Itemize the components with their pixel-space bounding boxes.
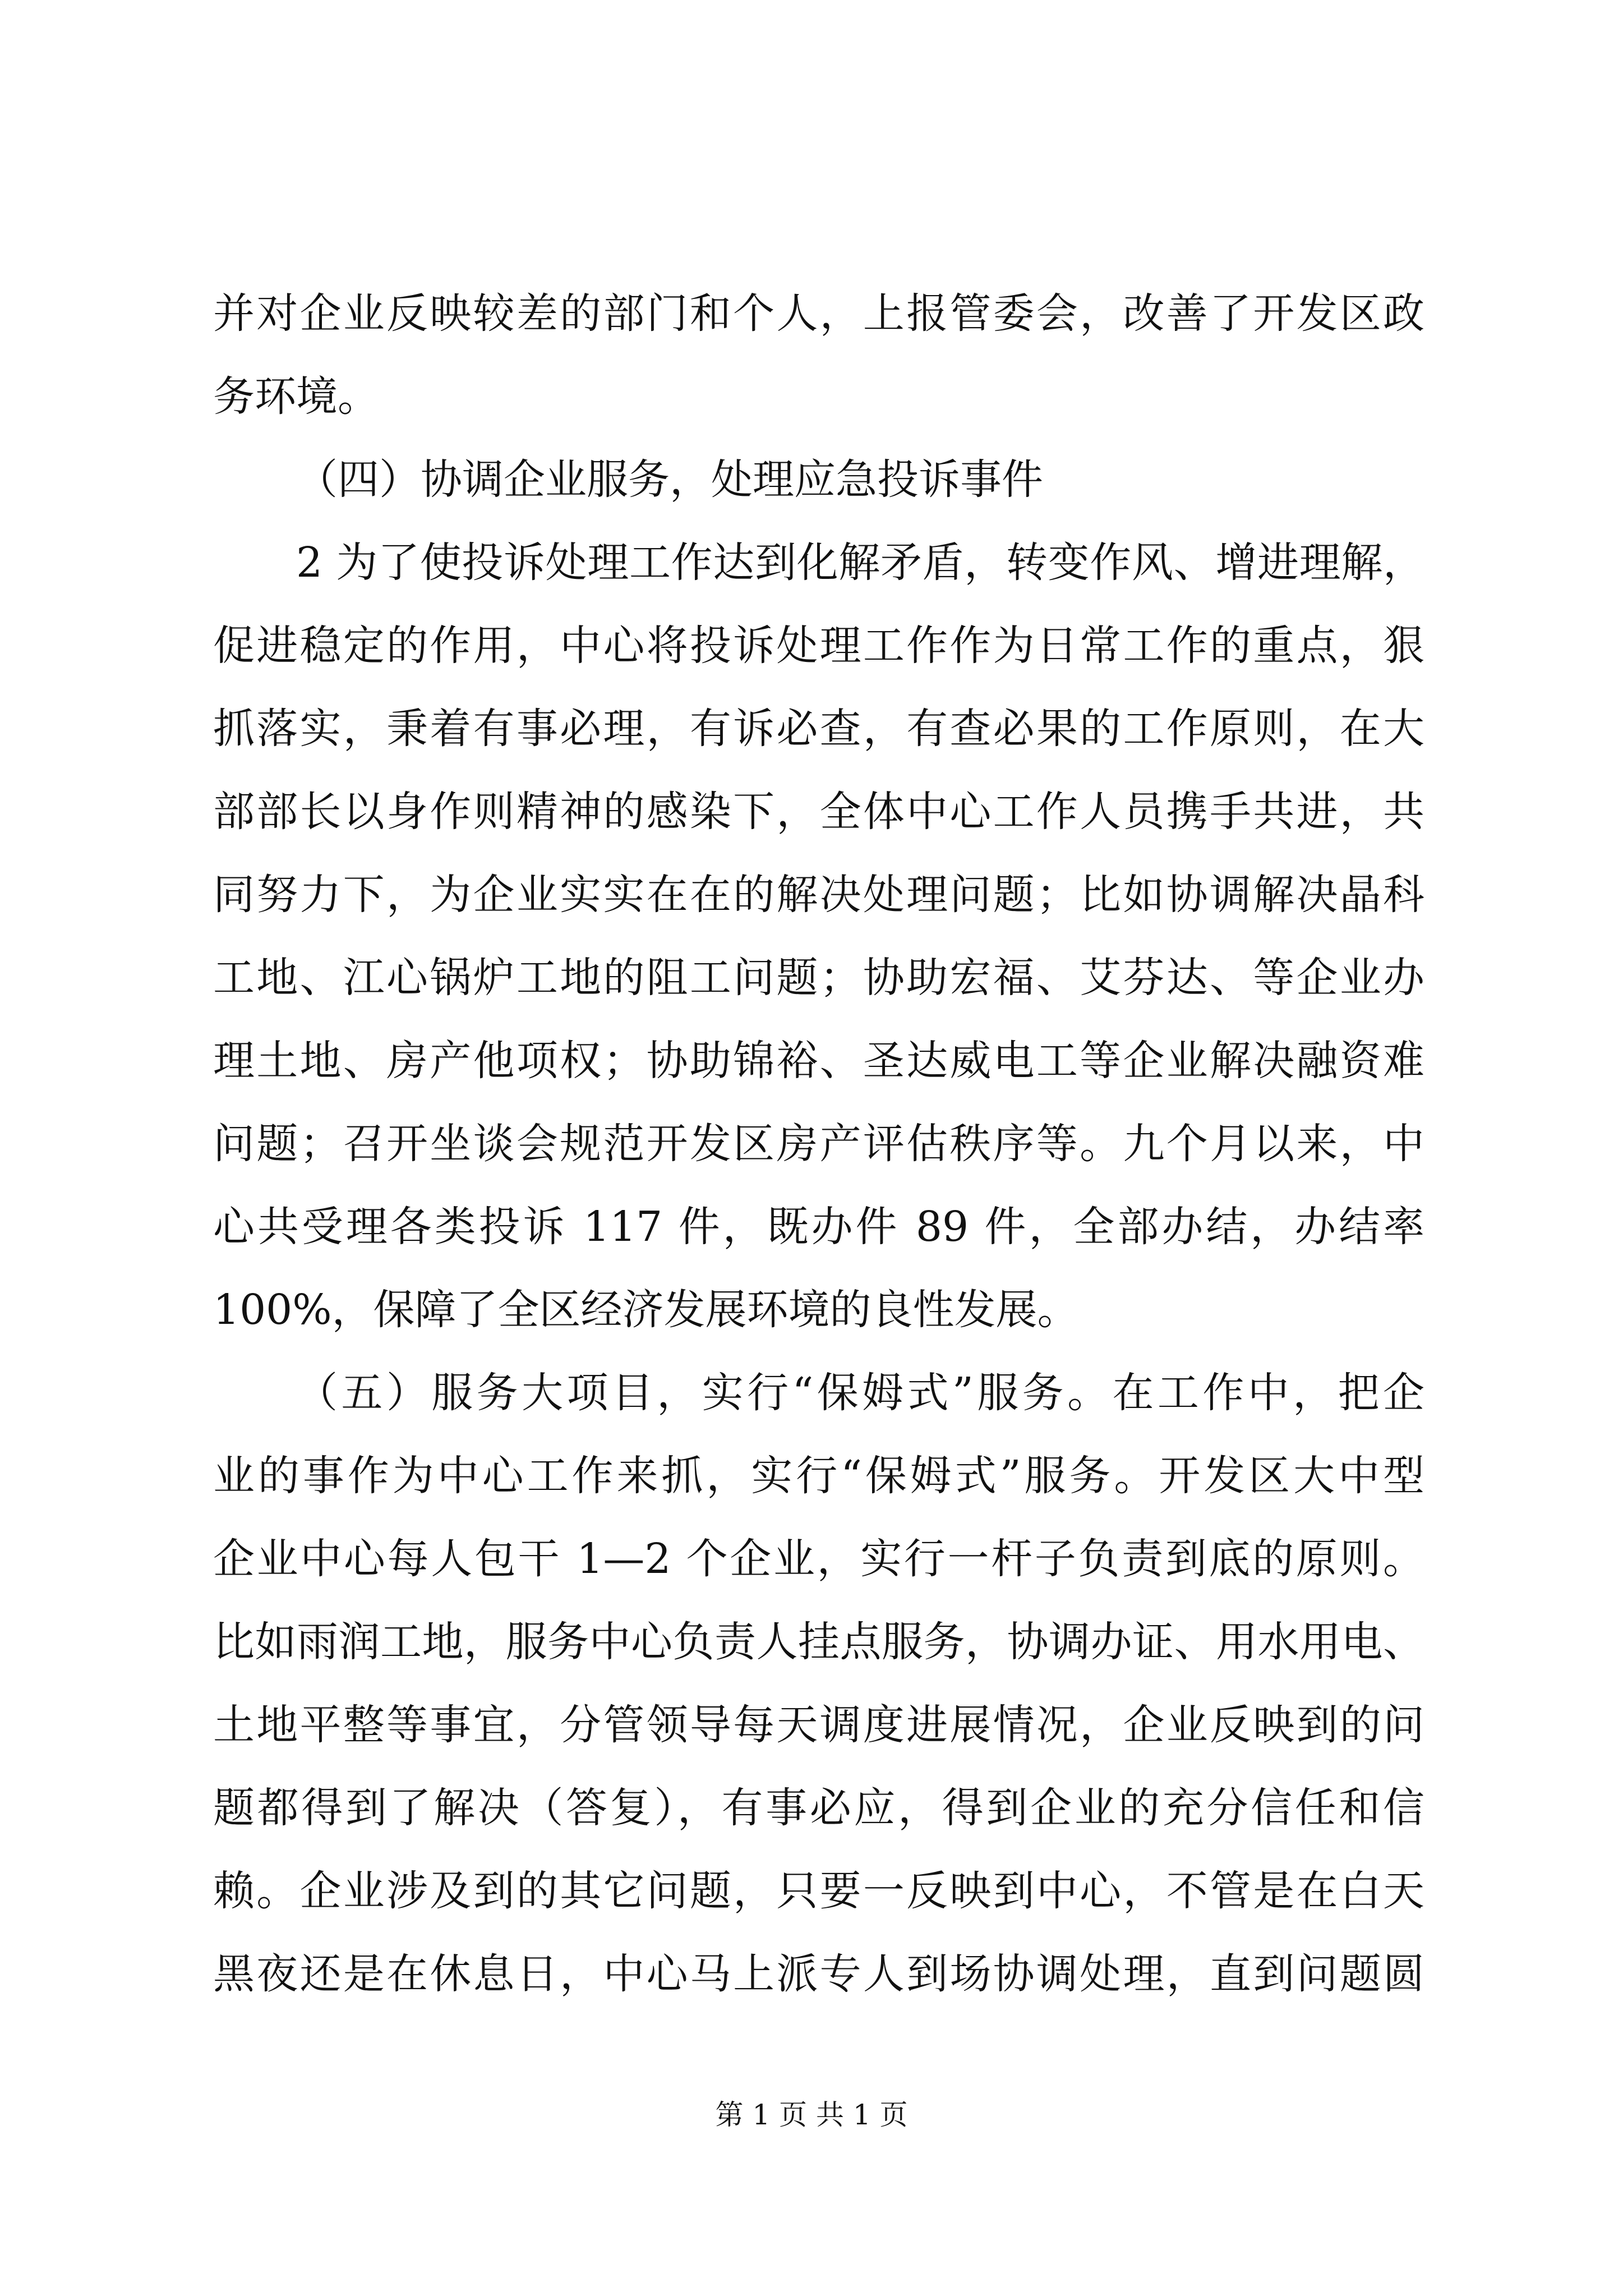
section-heading-four: （四）协调企业服务，处理应急投诉事件	[296, 455, 1043, 504]
text-line-9: 工地、江心锅炉工地的阻工问题；协助宏福、艾芬达、等企业办	[213, 954, 1424, 1002]
text-line-5: 促进稳定的作用，中心将投诉处理工作作为日常工作的重点，狠	[213, 622, 1424, 670]
text-line-1: 并对企业反映较差的部门和个人，上报管委会，改善了开发区政	[213, 289, 1424, 338]
section-heading-five: （五）服务大项目，实行“保姆式”服务。在工作中，把企	[296, 1369, 1424, 1417]
text-line-20: 赖。企业涉及到的其它问题，只要一反映到中心，不管是在白天	[213, 1867, 1424, 1915]
text-line-12: 心共受理各类投诉 117 件，既办件 89 件，全部办结，办结率	[213, 1203, 1424, 1251]
page-footer: 第 1 页 共 1 页	[715, 2099, 908, 2131]
text-line-13: 100%，保障了全区经济发展环境的良性发展。	[213, 1286, 1079, 1334]
text-line-11: 问题；召开坐谈会规范开发区房产评估秩序等。九个月以来，中	[213, 1120, 1424, 1168]
text-line-8: 同努力下，为企业实实在在的解决处理问题；比如协调解决晶科	[213, 871, 1424, 919]
text-line-4: 2 为了使投诉处理工作达到化解矛盾，转变作风、增进理解，	[296, 539, 1424, 587]
text-line-6: 抓落实，秉着有事必理，有诉必查，有查必果的工作原则，在大	[213, 705, 1424, 753]
text-line-15: 业的事作为中心工作来抓，实行“保姆式”服务。开发区大中型	[213, 1452, 1424, 1500]
document-body	[213, 272, 1424, 2016]
text-line-19: 题都得到了解决（答复），有事必应，得到企业的充分信任和信	[213, 1784, 1424, 1832]
text-line-21: 黑夜还是在休息日，中心马上派专人到场协调处理，直到问题圆	[213, 1950, 1424, 1998]
text-line-18: 土地平整等事宜，分管领导每天调度进展情况，企业反映到的问	[213, 1701, 1424, 1749]
text-line-10: 理土地、房产他项权；协助锦裕、圣达威电工等企业解决融资难	[213, 1037, 1424, 1085]
text-line-16: 企业中心每人包干 1—2 个企业，实行一杆子负责到底的原则。	[213, 1535, 1424, 1583]
text-line-17: 比如雨润工地，服务中心负责人挂点服务，协调办证、用水用电、	[213, 1618, 1424, 1666]
text-line-7: 部部长以身作则精神的感染下，全体中心工作人员携手共进，共	[213, 788, 1424, 836]
text-line-2: 务环境。	[213, 372, 379, 421]
